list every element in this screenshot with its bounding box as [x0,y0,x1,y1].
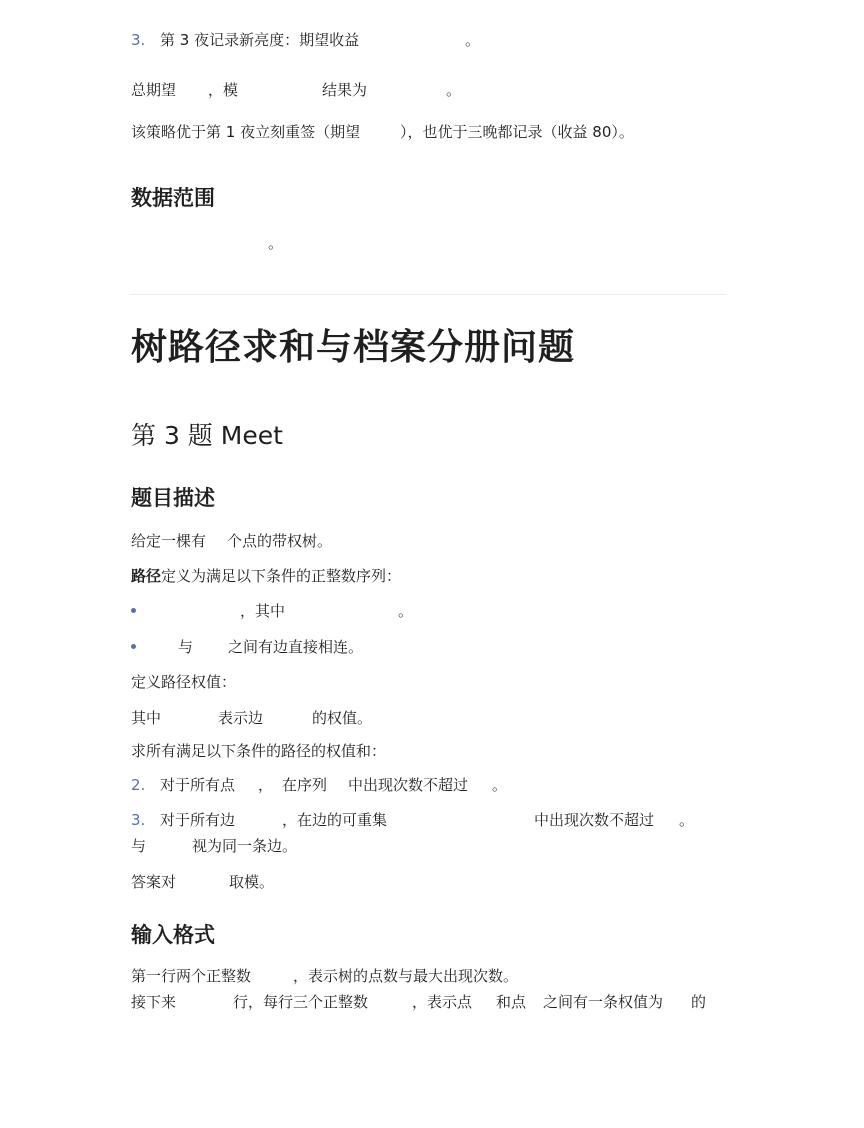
total-line-part: 。 [446,81,462,99]
condition-text: 。 [492,776,508,794]
condition-text: 中出现次数不超过 [348,776,469,794]
bullet-text: 之间有边直接相连。 [228,638,364,656]
input-line: 的 [691,993,707,1011]
where-text: 表示边 [218,709,264,727]
condition-text: 与 [131,837,147,855]
modulo-text: 取模。 [229,873,275,891]
bullet-text: 。 [398,602,414,620]
input-line: 接下来 [131,993,177,1011]
ask-line: 求所有满足以下条件的路径的权值和： [131,742,387,760]
where-text: 其中 [131,709,162,727]
data-range-end: 。 [268,234,284,252]
section-divider [130,294,726,295]
problem-heading: 第 3 题 Meet [131,421,283,450]
condition-text: ，在边的可重集 [282,811,388,829]
input-line: 第一行两个正整数 [131,967,252,985]
weight-definition: 定义路径权值： [131,673,237,691]
input-line: 和点 [496,993,527,1011]
condition-text: 。 [679,811,695,829]
compare-line-end: ），也优于三晚都记录（收益 80）。 [400,123,634,141]
bullet-text: ，其中 [240,602,286,620]
total-line-part: 结果为 [322,81,368,99]
input-line: 行，每行三个正整数 [233,993,369,1011]
list-number: 2. [131,776,146,794]
list-number: 3. [131,811,146,829]
bullet-dot [131,608,136,613]
path-term: 路径 [131,567,162,585]
list-number: 3. [131,31,146,49]
input-line: 之间有一条权值为 [543,993,664,1011]
condition-text: ， [258,776,274,794]
total-line-part: ，模 [208,81,239,99]
bullet-text: 与 [178,638,194,656]
input-heading: 输入格式 [131,923,215,947]
page-title: 树路径求和与档案分册问题 [131,327,576,368]
total-line-part: 总期望 [131,81,177,99]
condition-text: 中出现次数不超过 [534,811,655,829]
where-text: 的权值。 [312,709,373,727]
condition-text: 对于所有边 [160,811,236,829]
modulo-text: 答案对 [131,873,177,891]
bullet-dot [131,644,136,649]
desc-heading: 题目描述 [131,486,215,510]
path-definition-text: 定义为满足以下条件的正整数序列： [161,567,402,585]
path-definition [131,566,401,586]
condition-text: 在序列 [282,776,328,794]
input-line: ，表示树的点数与最大出现次数。 [293,967,519,985]
list-item-end: 。 [465,31,481,49]
list-item-text: 第 3 夜记录新亮度：期望收益 [160,31,360,49]
data-range-heading: 数据范围 [131,186,215,210]
compare-line: 该策略优于第 1 夜立刻重签（期望 [131,123,361,141]
desc-line: 给定一棵有 [131,532,207,550]
desc-line: 个点的带权树。 [227,532,333,550]
input-line: ，表示点 [412,993,473,1011]
condition-text: 对于所有点 [160,776,236,794]
condition-text: 视为同一条边。 [192,837,298,855]
